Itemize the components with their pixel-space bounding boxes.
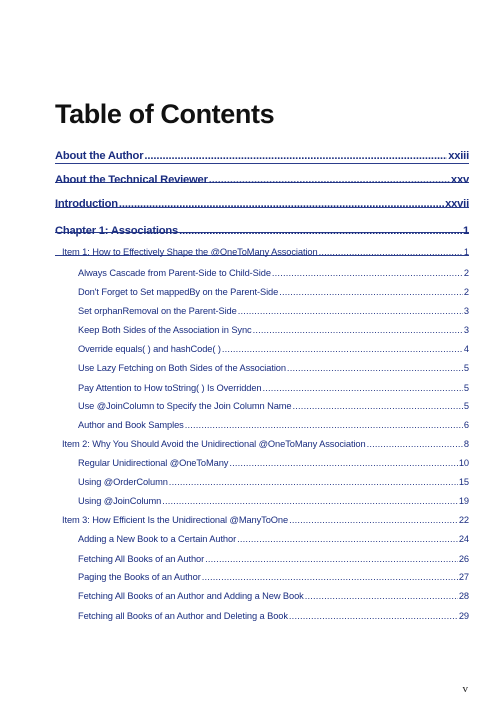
- toc-subitem-entry[interactable]: [78, 608, 469, 624]
- toc-entry-page-number: 27: [458, 572, 469, 582]
- dot-leader: [185, 417, 463, 433]
- dot-leader: [263, 380, 463, 396]
- toc-entry-page-number: 5: [463, 363, 469, 373]
- toc-entry-label: Using @JoinColumn: [78, 496, 162, 506]
- dot-leader: [144, 148, 447, 164]
- toc-entry-page-number: 15: [458, 477, 469, 487]
- dot-leader: [119, 196, 444, 212]
- toc-item-entry[interactable]: [62, 512, 469, 528]
- toc-subitem-entry[interactable]: [78, 569, 469, 585]
- toc-entry-page-number: 19: [458, 496, 469, 506]
- toc-subitem-entry[interactable]: [78, 303, 469, 319]
- page-title: Table of Contents: [55, 99, 275, 129]
- dot-leader: [222, 341, 463, 357]
- toc-entry-page-number: xxv: [450, 174, 469, 186]
- toc-entry-page-number: 28: [458, 591, 469, 601]
- toc-entry-page-number: 3: [463, 306, 469, 316]
- dot-leader: [305, 588, 458, 604]
- toc-entry-page-number: 4: [463, 344, 469, 354]
- toc-entry-page-number: 8: [463, 439, 469, 449]
- toc-entry-label: Use Lazy Fetching on Both Sides of the Association: [78, 363, 286, 373]
- toc-entry-label: Use @JoinColumn to Specify the Join Column Name: [78, 401, 292, 411]
- toc-entry-label: Paging the Books of an Author: [78, 572, 201, 582]
- toc-subitem-entry[interactable]: [78, 284, 469, 300]
- toc-entry-page-number: 22: [458, 515, 469, 525]
- dot-leader: [319, 244, 463, 260]
- dot-leader: [253, 322, 463, 338]
- toc-entry-label: About the Technical Reviewer: [55, 174, 208, 186]
- toc-subitem-entry[interactable]: [78, 360, 469, 376]
- dot-leader: [289, 512, 458, 528]
- toc-entry-label: Always Cascade from Parent-Side to Child-Side: [78, 268, 271, 278]
- toc-section-entry[interactable]: [55, 196, 469, 212]
- toc-subitem-entry[interactable]: [78, 265, 469, 281]
- toc-section-entry[interactable]: [55, 148, 469, 164]
- toc-entry-page-number: 29: [458, 611, 469, 621]
- toc-subitem-entry[interactable]: [78, 455, 469, 471]
- dot-leader: [272, 265, 463, 281]
- toc-entry-label: Regular Unidirectional @OneToMany: [78, 458, 229, 468]
- toc-entry-label: Don't Forget to Set mappedBy on the Parent-Side: [78, 287, 279, 297]
- toc-entry-page-number: xxvii: [445, 198, 469, 210]
- toc-item-entry[interactable]: [62, 436, 469, 452]
- dot-leader: [367, 436, 463, 452]
- toc-subitem-entry[interactable]: [78, 531, 469, 547]
- dot-leader: [279, 284, 463, 300]
- toc-entry-label: Fetching all Books of an Author and Deleting a Book: [78, 611, 288, 621]
- toc-subitem-entry[interactable]: [78, 341, 469, 357]
- toc-subitem-entry[interactable]: [78, 588, 469, 604]
- toc-subitem-entry[interactable]: [78, 398, 469, 414]
- dot-leader: [238, 303, 463, 319]
- toc-entry-label: Pay Attention to How toString( ) Is Overridden: [78, 383, 262, 393]
- toc-entry-page-number: 6: [463, 420, 469, 430]
- toc-entry-page-number: 2: [463, 268, 469, 278]
- dot-leader: [287, 360, 463, 376]
- toc-entry-label: Set orphanRemoval on the Parent-Side: [78, 306, 237, 316]
- toc-subitem-entry[interactable]: [78, 322, 469, 338]
- toc-entry-page-number: 24: [458, 534, 469, 544]
- toc-entry-label: Adding a New Book to a Certain Author: [78, 534, 237, 544]
- dot-leader: [205, 551, 458, 567]
- toc-entry-page-number: 26: [458, 554, 469, 564]
- dot-leader: [162, 493, 458, 509]
- toc-entry-label: Item 2: Why You Should Avoid the Unidirectional @OneToMany Association: [62, 439, 366, 449]
- dot-leader: [169, 474, 458, 490]
- toc-entry-label: Author and Book Samples: [78, 420, 184, 430]
- toc-entry-page-number: xxiii: [448, 150, 469, 162]
- dot-leader: [289, 608, 458, 624]
- toc-entry-label: Introduction: [55, 198, 118, 210]
- toc-subitem-entry[interactable]: [78, 380, 469, 396]
- toc-section-entry[interactable]: [55, 172, 469, 188]
- toc-subitem-entry[interactable]: [78, 417, 469, 433]
- toc-entry-page-number: 1: [462, 225, 469, 237]
- toc-entry-label: Item 1: How to Effectively Shape the @OneToMany Association: [62, 247, 318, 257]
- toc-entry-label: Fetching All Books of an Author and Adding a New Book: [78, 591, 304, 601]
- toc-entry-page-number: 5: [463, 383, 469, 393]
- toc-entry-page-number: 5: [463, 401, 469, 411]
- toc-subitem-entry[interactable]: [78, 493, 469, 509]
- toc-entry-label: About the Author: [55, 150, 144, 162]
- toc-subitem-entry[interactable]: [78, 474, 469, 490]
- toc-entry-label: Using @OrderColumn: [78, 477, 168, 487]
- toc-entry-page-number: 2: [463, 287, 469, 297]
- toc-section-entry[interactable]: [55, 223, 469, 239]
- dot-leader: [237, 531, 458, 547]
- toc-entry-page-number: 3: [463, 325, 469, 335]
- toc-subitem-entry[interactable]: [78, 551, 469, 567]
- dot-leader: [209, 172, 450, 188]
- toc-entry-page-number: 1: [463, 247, 469, 257]
- toc-entry-label: Fetching All Books of an Author: [78, 554, 205, 564]
- toc-item-entry[interactable]: [62, 244, 469, 260]
- page-number: v: [462, 683, 468, 695]
- dot-leader: [202, 569, 458, 585]
- toc-entry-label: Keep Both Sides of the Association in Sync: [78, 325, 252, 335]
- toc-entry-label: Item 3: How Efficient Is the Unidirectional @ManyToOne: [62, 515, 289, 525]
- toc-entry-label: Override equals( ) and hashCode( ): [78, 344, 221, 354]
- dot-leader: [293, 398, 463, 414]
- dot-leader: [179, 223, 462, 239]
- toc-entry-label: Chapter 1: Associations: [55, 225, 179, 237]
- toc-entry-page-number: 10: [458, 458, 469, 468]
- dot-leader: [229, 455, 458, 471]
